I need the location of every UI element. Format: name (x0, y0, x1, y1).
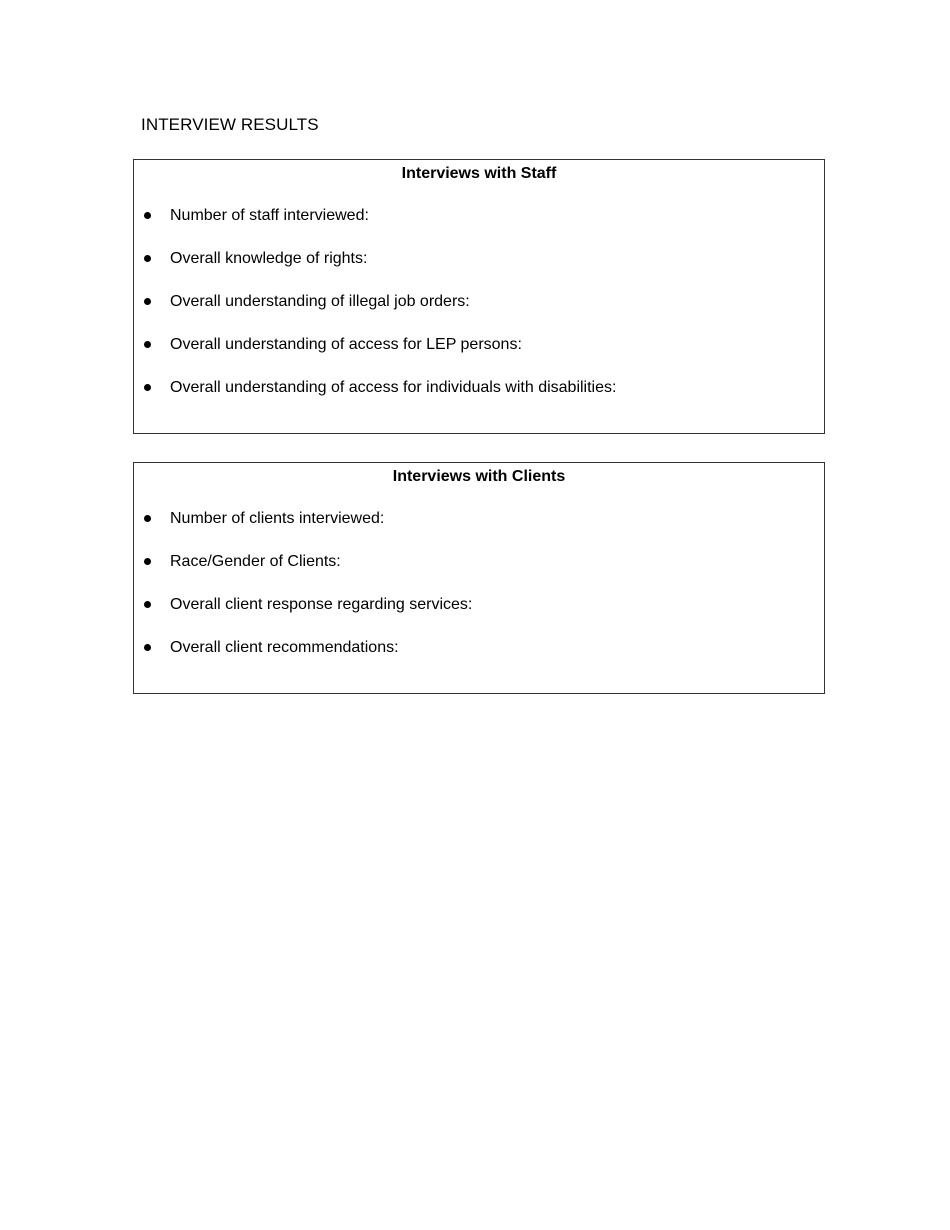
staff-item-label: Overall knowledge of rights: (170, 250, 368, 267)
bullet-icon (144, 341, 151, 348)
client-interviews-section (133, 462, 825, 694)
staff-item-label: Number of staff interviewed: (170, 207, 369, 224)
staff-item-label: Overall understanding of access for individuals with disabilities: (170, 379, 617, 396)
client-item-label: Number of clients interviewed: (170, 510, 385, 527)
bullet-icon (144, 601, 151, 608)
staff-item-label: Overall understanding of illegal job orders: (170, 293, 470, 310)
bullet-icon (144, 558, 151, 565)
client-item-label: Overall client response regarding services: (170, 596, 473, 613)
bullet-icon (144, 298, 151, 305)
bullet-icon (144, 384, 151, 391)
staff-section-heading: Interviews with Staff (401, 165, 557, 182)
client-item-label: Race/Gender of Clients: (170, 553, 341, 570)
client-item-label: Overall client recommendations: (170, 639, 399, 656)
bullet-icon (144, 255, 151, 262)
staff-interviews-section (133, 159, 825, 434)
bullet-icon (144, 515, 151, 522)
clients-section-heading: Interviews with Clients (392, 468, 566, 485)
page-title: INTERVIEW RESULTS (141, 115, 319, 134)
bullet-icon (144, 212, 151, 219)
bullet-icon (144, 644, 151, 651)
staff-item-label: Overall understanding of access for LEP persons: (170, 336, 522, 353)
